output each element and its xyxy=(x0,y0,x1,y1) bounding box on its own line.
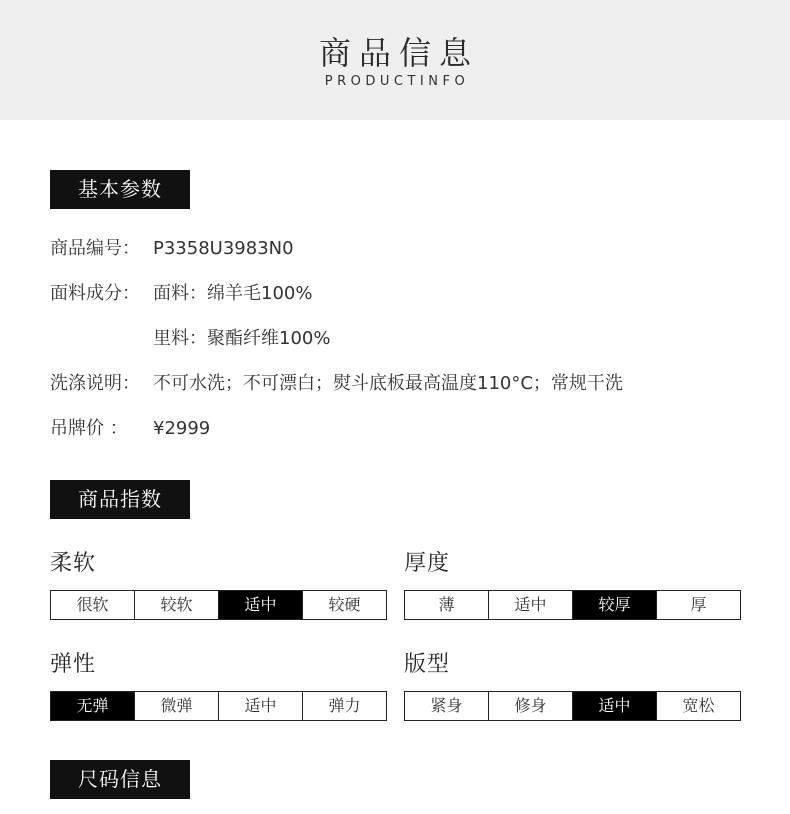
scale-option: 适中 xyxy=(218,692,302,720)
shell-value: 面料：绵羊毛100% xyxy=(153,283,313,304)
price-label: 吊牌价 ： xyxy=(50,418,128,439)
page-subtitle: PRODUCTINFO xyxy=(324,74,470,89)
index-title-softness: 柔软 xyxy=(50,551,97,576)
scale-option: 宽松 xyxy=(656,692,740,720)
scale-option: 修身 xyxy=(488,692,572,720)
info-row-price xyxy=(50,416,210,442)
scale-thickness xyxy=(404,590,741,620)
scale-softness xyxy=(50,590,387,620)
index-title-elasticity: 弹性 xyxy=(50,652,97,677)
code-label: 商品编号： xyxy=(50,238,140,259)
care-label: 洗涤说明： xyxy=(50,373,140,394)
scale-fit xyxy=(404,691,741,721)
info-row-code xyxy=(50,236,294,262)
scale-option-selected: 无弹 xyxy=(51,692,134,720)
scale-option: 很软 xyxy=(76,595,109,614)
index-title-fit: 版型 xyxy=(404,652,451,677)
scale-option: 微弹 xyxy=(134,692,218,720)
page-title: 商品信息 xyxy=(318,34,479,72)
scale-option: 适中 xyxy=(488,591,572,619)
scale-option: 较硬 xyxy=(302,591,386,619)
scale-elasticity xyxy=(50,691,387,721)
info-row-care xyxy=(50,371,623,397)
section-label-size: 尺码信息 xyxy=(50,760,190,799)
code-value: P3358U3983N0 xyxy=(153,238,294,259)
scale-option-selected: 较厚 xyxy=(572,591,656,619)
price-value: ¥2999 xyxy=(153,418,211,439)
scale-option: 较软 xyxy=(134,591,218,619)
section-label-basic: 基本参数 xyxy=(50,170,190,209)
index-title-thickness: 厚度 xyxy=(404,551,451,576)
scale-option-selected: 适中 xyxy=(218,591,302,619)
lining-value: 里料：聚酯纤维100% xyxy=(153,328,331,349)
scale-option-selected: 适中 xyxy=(572,692,656,720)
info-row-lining xyxy=(50,326,330,352)
scale-option: 薄 xyxy=(438,595,455,614)
composition-label: 面料成分： xyxy=(50,283,140,304)
info-row-composition xyxy=(50,281,312,307)
section-label-index: 商品指数 xyxy=(50,480,190,519)
care-value: 不可水洗；不可漂白；熨斗底板最高温度110°C；常规干洗 xyxy=(153,373,623,394)
scale-option: 紧身 xyxy=(430,696,463,715)
scale-option: 弹力 xyxy=(302,692,386,720)
scale-option: 厚 xyxy=(656,591,740,619)
page-header xyxy=(0,0,790,120)
